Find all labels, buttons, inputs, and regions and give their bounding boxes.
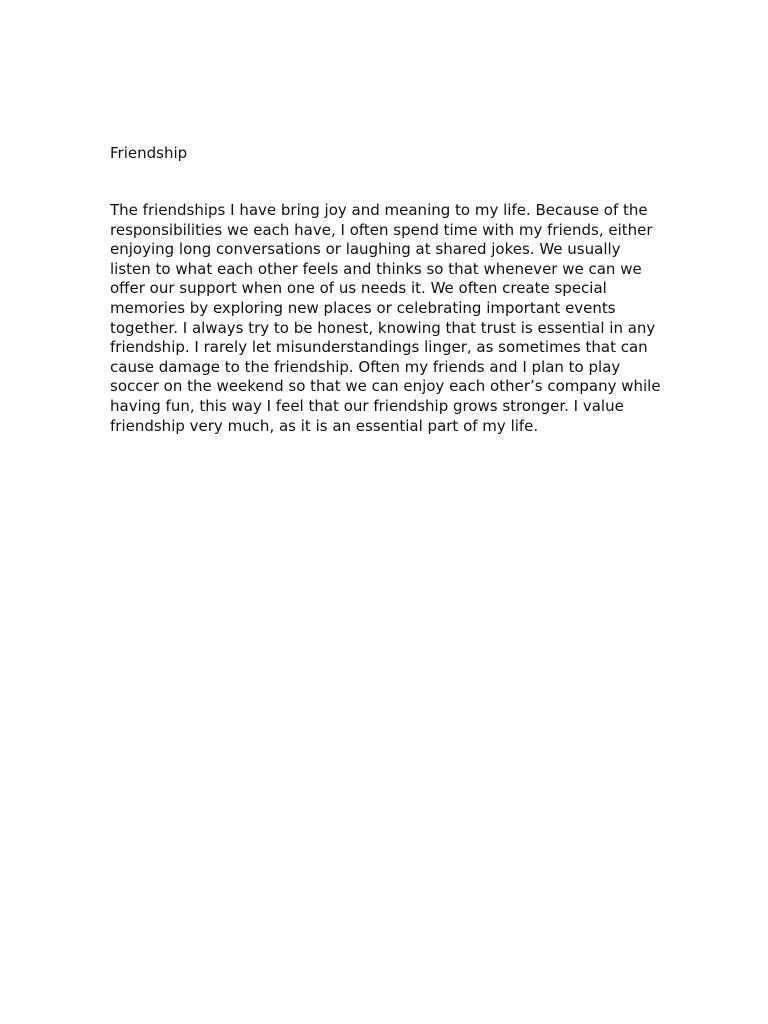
document-paragraph: The friendships I have bring joy and meaning to my life. Because of the responsibilities we each have, I often spend time with my friends, either enjoying long conversations or laughing at shared jokes. We usually listen to what each other feels and thinks so that whenever we can we offer our support when one of us needs it. We often create special memories by exploring new places or celebrating important events together. I always try to be honest, knowing that trust is essential in any friendship. I rarely let misunderstandings linger, as sometimes that can cause damage to the friendship. Often my friends and I plan to play soccer on the weekend so that we can enjoy each other’s company while having fun, this way I feel that our friendship grows stronger. I value friendship very much, as it is an essential part of my life. — [110, 201, 661, 435]
document-title: Friendship — [110, 144, 188, 162]
